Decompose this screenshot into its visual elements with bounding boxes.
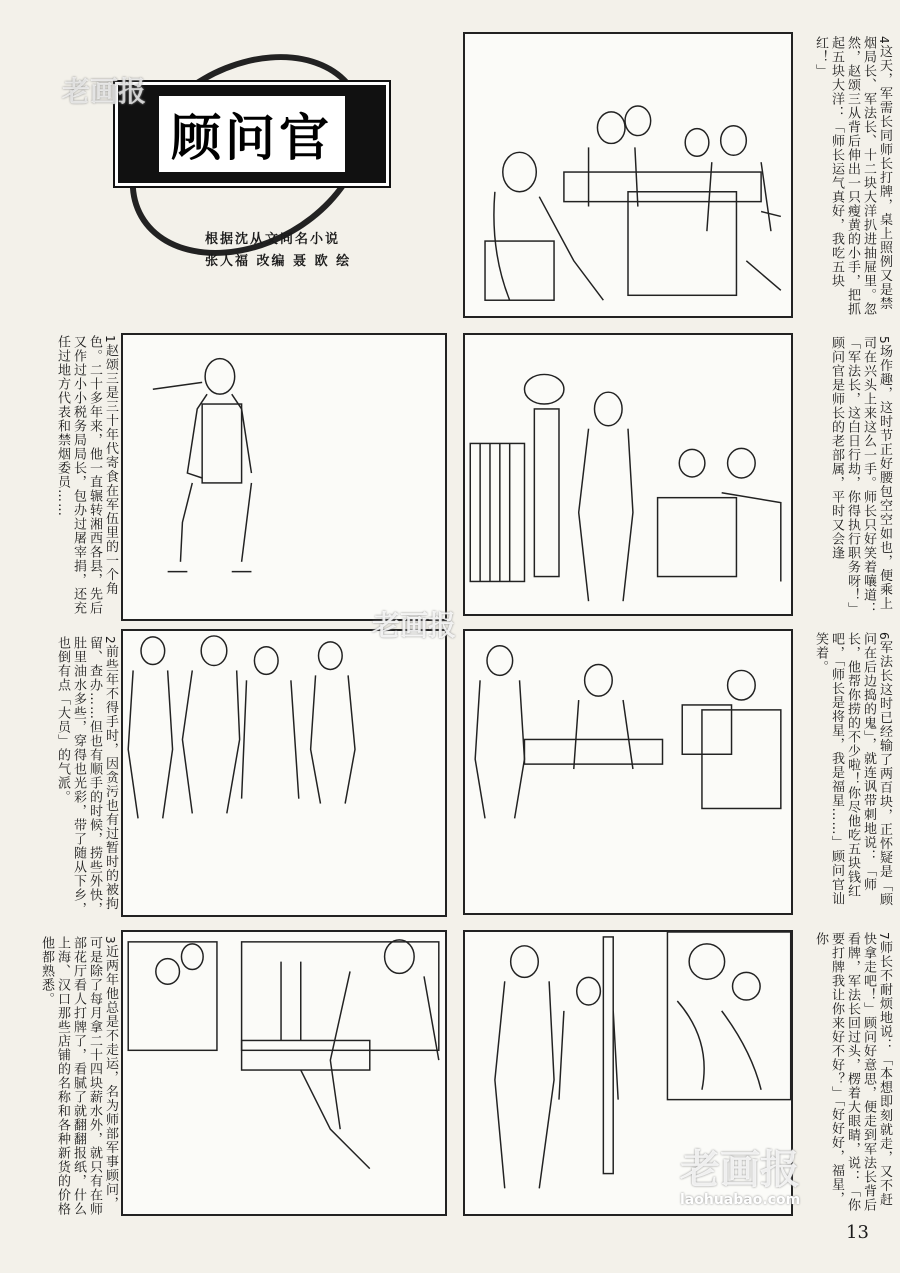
- watermark-logo-bottom: 老画报: [680, 1147, 800, 1193]
- caption-6: 6军法长这时已经输了两百块，正怀疑是「顾问在后边捣的鬼」，就连讽带刺地说：「师长，他帮你捞的不少啦！你尽他吃五块钱红吧，「师长是将星，我是福星……」顾问官讪笑着。: [813, 632, 892, 907]
- panel-6-illustration: [463, 629, 793, 915]
- panel-2-illustration: [121, 629, 447, 917]
- card-game-scene-drawing: [465, 34, 791, 316]
- watermark-logo-top: 老画报: [62, 75, 147, 108]
- credit-authors: 张人福 改编 聂 欧 绘: [205, 254, 352, 269]
- title-banner: [115, 82, 389, 186]
- panel-5-illustration: [463, 333, 793, 616]
- watermark-url: laohuabao.com: [680, 1192, 801, 1208]
- reading-newspaper-drawing: [123, 932, 445, 1214]
- page-number: 13: [846, 1222, 869, 1243]
- panel-4-illustration: [463, 32, 793, 318]
- page-title: 顾问官: [159, 96, 345, 172]
- four-figures-drawing: [123, 631, 445, 915]
- card-table-scene-drawing: [465, 631, 791, 913]
- caption-2: 2前些年不得手时，因贪污也有过暂时的被拘留、查办……但也有顺手的时候，捞些外快，肚里油水多些，穿得也光彩，带了随从下乡，也倒有点「大员」的气派。: [55, 636, 118, 916]
- caption-1: 1赵颂三是三十年代寄食在军伍里的一个角色。二十多年来，他一直辗转湘西各县，先后又作过小小税务局局长，包办过屠宰捐，还充任过地方代表和禁烟委员……: [55, 335, 118, 615]
- watermark-logo-middle: 老画报: [372, 609, 457, 642]
- credit-source: 根据沈从文同名小说: [205, 232, 341, 247]
- standing-officer-drawing: [123, 335, 445, 619]
- caption-3: 3近两年他总是不走运，名为师部军事顾问，可是除了每月拿二十四块薪水外，就只有在师部花厅看人打牌了，看腻了就翻翻报纸，什么上海、汉口那些店铺的名称和各种新货的价格他都熟悉。: [39, 936, 118, 1216]
- caption-5: 5场作趣，这时节正好腰包空空如也，便乘上司在兴头上来这么一手。师长只好笑着嚷道：「军法长，这白日行劫，你得执行职务呀！」顾问官是师长的老部属，平时又会逢: [829, 336, 892, 616]
- caption-4: 4这天，军需长同师长打牌，桌上照例又是禁烟局长、军法长、十二块大洋扒进抽屉里。忽然，赵颂三从背后伸出一只瘦黄的小手，把抓起五块大洋：「师长运气真好，我吃五块红！」: [813, 36, 892, 316]
- room-scene-drawing: [465, 335, 791, 614]
- caption-7: 7师长不耐烦地说：「本想即刻就走，又不赶快拿走吧！」顾问好意思，便走到军法长背后看牌，军法长回过头，楞着大眼睛，说：「你要打牌我让你来好不好？」「好好好，福星，你: [813, 932, 892, 1212]
- panel-1-illustration: [121, 333, 447, 621]
- panel-3-illustration: [121, 930, 447, 1216]
